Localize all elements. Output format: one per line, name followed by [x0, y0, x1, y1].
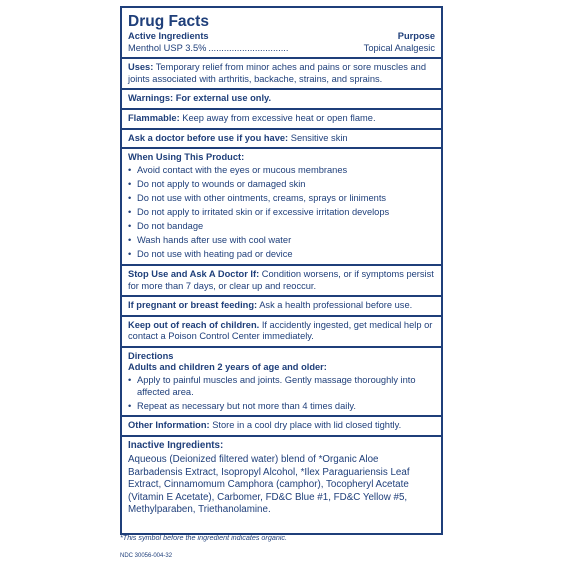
inactive-heading: Inactive Ingredients:: [128, 439, 224, 451]
active-ingredient-name: Menthol USP 3.5%: [128, 42, 207, 53]
directions-subheading: Adults and children 2 years of age and older:: [128, 362, 327, 373]
list-item: • Do not bandage: [128, 221, 435, 233]
flammable-text: Keep away from excessive heat or open flame.: [182, 112, 376, 123]
page-title: Drug Facts: [128, 13, 209, 30]
list-item: • Do not use with heating pad or device: [128, 249, 435, 261]
active-header-row: [128, 31, 435, 43]
when-using-section: [122, 149, 441, 266]
uses-heading: Uses:: [128, 62, 154, 73]
inactive-ingredients-section: [122, 437, 441, 519]
active-ingredients-heading: Active Ingredients: [128, 31, 209, 41]
stop-use-section: [122, 266, 441, 297]
pregnant-text: Ask a health professional before use.: [259, 300, 413, 311]
stop-use-heading: Stop Use and Ask A Doctor If:: [128, 268, 260, 279]
children-section: [122, 317, 441, 348]
list-item: • Apply to painful muscles and joints. Gently massage thoroughly into affected area.: [128, 375, 435, 398]
children-text: If accidently ingested, get medical help or contact a Poison Control Center immediately.: [128, 319, 433, 342]
uses-section: [122, 59, 441, 90]
inactive-text: Aqueous (Deionized filtered water) blend of *Organic Aloe Barbadensis Extract, Isopropyl Alcohol, *Ilex Paraguariensis Leaf Extract, Cinnamomum Camphora (camphor), Tocopheryl Acetate (Vitamin E Acetate), Carbomer, FD&C Blue #1, FD&C Yellow #5, Methylparaben, Triethanolamine.: [128, 454, 410, 515]
stop-use-text: Condition worsens, or if symptoms persist for more than 7 days, or clear up and reoccur.: [128, 268, 434, 291]
ask-doctor-section: [122, 130, 441, 150]
drug-facts-panel: [120, 6, 443, 535]
list-item: • Avoid contact with the eyes or mucous membranes: [128, 165, 435, 177]
directions-heading: Directions: [128, 350, 174, 361]
active-ingredients-section: [122, 8, 441, 59]
directions-section: [122, 348, 441, 417]
directions-list: [128, 375, 435, 412]
flammable-section: [122, 110, 441, 130]
list-item: • Do not apply to wounds or damaged skin: [128, 179, 435, 191]
ask-doctor-text: Sensitive skin: [290, 132, 348, 143]
other-info-heading: Other Information:: [128, 420, 210, 431]
list-item: • Repeat as necessary but not more than 4 times daily.: [128, 401, 435, 413]
active-ingredient-row: [128, 43, 435, 55]
warnings-text: For external use only.: [175, 93, 272, 104]
active-ingredient-purpose: Topical Analgesic: [363, 42, 435, 53]
ndc-code: NDC 30056-004-32: [120, 553, 173, 559]
list-item: • Wash hands after use with cool water: [128, 235, 435, 247]
other-info-text: Store in a cool dry place with lid closed tightly.: [212, 420, 402, 431]
warnings-heading: Warnings:: [128, 93, 174, 104]
ask-doctor-heading: Ask a doctor before use if you have:: [128, 132, 289, 143]
uses-text: Temporary relief from minor aches and pains or sore muscles and joints associated with arthritis, backache, strains, and sprains.: [128, 62, 426, 84]
when-using-heading: When Using This Product:: [128, 152, 245, 163]
list-item: • Do not apply to irritated skin or if excessive irritation develops: [128, 207, 435, 219]
leader-dots: ...............................: [208, 42, 289, 53]
pregnant-section: [122, 297, 441, 317]
other-info-section: [122, 417, 441, 437]
children-heading: Keep out of reach of children.: [128, 319, 260, 330]
warnings-section: [122, 90, 441, 110]
when-using-list: [128, 165, 435, 261]
purpose-heading: Purpose: [397, 31, 435, 41]
pregnant-heading: If pregnant or breast feeding:: [128, 300, 258, 311]
organic-footnote: *This symbol before the ingredient indicates organic.: [120, 533, 288, 542]
list-item: • Do not use with other ointments, creams, sprays or liniments: [128, 193, 435, 205]
flammable-heading: Flammable:: [128, 112, 180, 123]
